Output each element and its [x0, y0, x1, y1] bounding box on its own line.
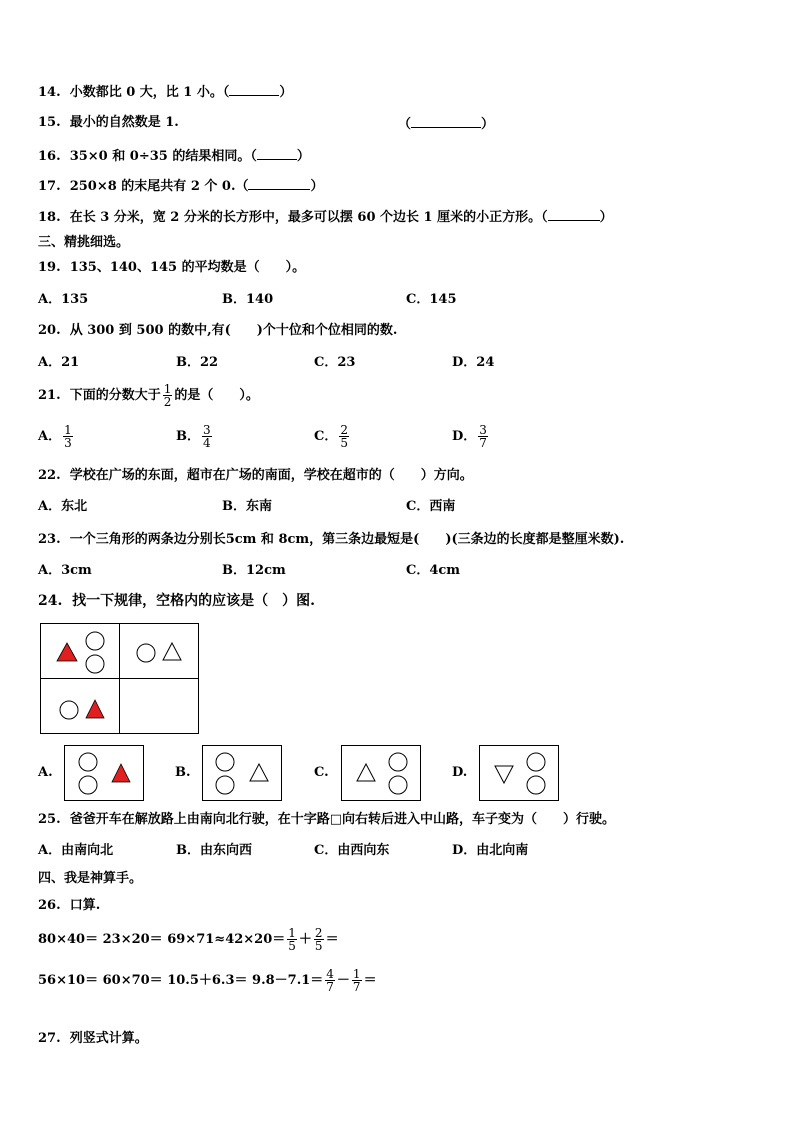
question-text: 250×8 的末尾共有 2 个 0.（: [69, 179, 249, 194]
mental-math-row-2: 56×10＝ 60×70＝ 10.5＋6.3＝ 9.8－7.1＝ $\frac{4}{7}$ － $\frac{1}{7}$ ＝: [38, 967, 377, 994]
question-text: 从 300 到 500 的数中,有( )个十位和个位相同的数.: [69, 323, 398, 338]
calc-item: 42×20＝: [225, 932, 286, 947]
question-number: 18.: [38, 210, 61, 225]
option-c-figure[interactable]: [341, 745, 421, 801]
question-27: [38, 1031, 148, 1047]
circle-icon: [527, 776, 545, 794]
question-text: 口算.: [69, 898, 101, 913]
question-number: 20.: [38, 323, 61, 338]
question-18: 18. 在长 3 分米，宽 2 分米的长方形中，最多可以摆 60 个边长 1 厘米的小正方形。（ ）: [38, 210, 613, 225]
calc-item: 60×70＝: [102, 973, 163, 988]
answer-blank[interactable]: [248, 177, 310, 190]
option-b-figure[interactable]: [202, 745, 282, 801]
question-number: 17.: [38, 179, 61, 194]
calc-item: 80×40＝: [38, 932, 99, 947]
inverted-triangle-icon: [495, 766, 513, 783]
option-a-figure[interactable]: [64, 745, 144, 801]
question-text: 在长 3 分米，宽 2 分米的长方形中，最多可以摆 60 个边长 1 厘米的小正方形。（: [69, 210, 548, 225]
triangle-icon: [357, 764, 375, 781]
question-20: [38, 323, 397, 339]
option-b[interactable]: B．由东向西: [176, 843, 252, 858]
circle-icon: [389, 753, 407, 771]
circle-icon: [527, 753, 545, 771]
option-a[interactable]: A．21: [38, 355, 80, 370]
question-23: [38, 532, 624, 548]
fraction: $\frac{3}{7}$: [479, 423, 487, 450]
circle-icon: [86, 655, 104, 673]
option-c-label[interactable]: C.: [314, 765, 329, 780]
option-b[interactable]: B． $\frac{3}{4}$: [176, 423, 211, 450]
option-a[interactable]: A．3cm: [38, 563, 92, 578]
question-text: 一个三角形的两条边分别长5cm 和 8cm，第三条边最短是( )(三条边的长度都是整厘米数).: [69, 532, 625, 547]
question-text: 135、140、145 的平均数是（ ）。: [69, 260, 306, 275]
question-15: [38, 115, 179, 131]
triangle-icon: [163, 643, 181, 660]
circle-icon: [216, 753, 234, 771]
option-b[interactable]: B．22: [176, 355, 219, 370]
option-d-figure[interactable]: [479, 745, 559, 801]
calc-item: 23×20＝: [102, 932, 163, 947]
option-b[interactable]: B．东南: [222, 499, 272, 514]
circle-icon: [216, 776, 234, 794]
option-a[interactable]: A．135: [38, 292, 89, 307]
question-number: 26.: [38, 898, 61, 913]
mental-math-row-1: 80×40＝ 23×20＝ 69×71≈42×20＝ $\frac{1}{5}$ ＋ $\frac{2}{5}$ ＝: [38, 926, 339, 953]
option-c[interactable]: C．145: [406, 292, 457, 307]
fraction: $\frac{4}{7}$: [326, 967, 334, 994]
fraction: $\frac{3}{4}$: [203, 423, 211, 450]
question-number: 14.: [38, 85, 61, 100]
circle-icon: [60, 701, 78, 719]
question-25: [38, 812, 615, 828]
option-a[interactable]: A．由南向北: [38, 843, 114, 858]
question-number: 15.: [38, 115, 61, 130]
red-triangle-icon: [57, 643, 77, 661]
question-text: 列竖式计算。: [69, 1031, 148, 1046]
option-b-label[interactable]: B.: [175, 765, 191, 780]
pattern-grid: [40, 623, 200, 735]
question-number: 22.: [38, 468, 61, 483]
question-text: 最小的自然数是 1.: [69, 115, 179, 130]
fraction: $\frac{2}{5}$: [314, 926, 323, 953]
triangle-icon: [250, 764, 268, 781]
answer-blank[interactable]: [548, 208, 600, 221]
option-d[interactable]: D．24: [452, 355, 495, 370]
circle-icon: [86, 632, 104, 650]
option-b[interactable]: B．140: [222, 292, 274, 307]
section-heading-3: 三、精挑细选。: [38, 235, 130, 250]
question-22: [38, 468, 473, 484]
red-triangle-icon: [86, 700, 104, 718]
circle-icon: [389, 776, 407, 794]
calc-item: 69×71≈: [167, 932, 226, 947]
answer-blank[interactable]: [229, 83, 279, 96]
calc-item: 56×10＝: [38, 973, 99, 988]
question-17: 17. 250×8 的末尾共有 2 个 0.（ ）: [38, 179, 324, 194]
fraction: $\frac{1}{3}$: [64, 423, 72, 450]
section-heading-4: 四、我是神算手。: [38, 871, 143, 886]
question-number: 19.: [38, 260, 61, 275]
question-15-answer: （ ）: [398, 117, 495, 132]
question-text: 找一下规律，空格内的应该是（ ）图.: [72, 593, 315, 609]
fraction: $\frac{2}{5}$: [340, 423, 348, 450]
question-text: 小数都比 0 大，比 1 小。（: [69, 85, 230, 100]
question-16: 16. 35×0 和 0÷35 的结果相同。（ ）: [38, 149, 310, 164]
option-c[interactable]: C．由西向东: [314, 843, 390, 858]
circle-icon: [79, 776, 97, 794]
answer-blank[interactable]: [411, 115, 481, 128]
question-number: 21.: [38, 388, 61, 403]
question-number: 24.: [38, 593, 63, 609]
question-19: [38, 260, 305, 276]
option-c[interactable]: C．23: [314, 355, 356, 370]
option-c[interactable]: C． $\frac{2}{5}$: [314, 423, 348, 450]
option-a[interactable]: A． $\frac{1}{3}$: [38, 423, 72, 450]
red-triangle-icon: [112, 764, 130, 782]
option-d[interactable]: D．由北向南: [452, 843, 529, 858]
question-text: 爸爸开车在解放路上由南向北行驶，在十字路□向右转后进入中山路，车子变为（ ）行驶。: [69, 812, 615, 827]
option-d[interactable]: D． $\frac{3}{7}$: [452, 423, 487, 450]
option-a-label[interactable]: A.: [38, 765, 53, 780]
circle-icon: [137, 644, 155, 662]
question-14: 14. 小数都比 0 大，比 1 小。（ ）: [38, 85, 293, 100]
fraction: $\frac{1}{2}$: [163, 382, 172, 409]
question-26: [38, 898, 100, 914]
question-text: 学校在广场的东面，超市在广场的南面，学校在超市的（ ）方向。: [69, 468, 473, 483]
question-number: 27.: [38, 1031, 61, 1046]
fraction: $\frac{1}{5}$: [288, 926, 296, 953]
calc-item: 9.8－7.1＝: [252, 973, 324, 988]
circle-icon: [79, 753, 97, 771]
option-d-label[interactable]: D.: [452, 765, 468, 780]
question-number: 25.: [38, 812, 61, 827]
answer-blank[interactable]: [257, 147, 297, 160]
option-b[interactable]: B．12cm: [222, 563, 286, 578]
option-c[interactable]: C．西南: [406, 499, 456, 514]
question-number: 23.: [38, 532, 61, 547]
question-text: 35×0 和 0÷35 的结果相同。（: [69, 149, 257, 164]
question-21: 21. 下面的分数大于 $\frac{1}{2}$ 的是（ ）。: [38, 382, 259, 409]
calc-item: 10.5＋6.3＝: [167, 973, 248, 988]
question-24: [38, 593, 315, 609]
option-c[interactable]: C．4cm: [406, 563, 461, 578]
fraction: $\frac{1}{7}$: [352, 967, 361, 994]
question-number: 16.: [38, 149, 61, 164]
option-a[interactable]: A．东北: [38, 499, 88, 514]
